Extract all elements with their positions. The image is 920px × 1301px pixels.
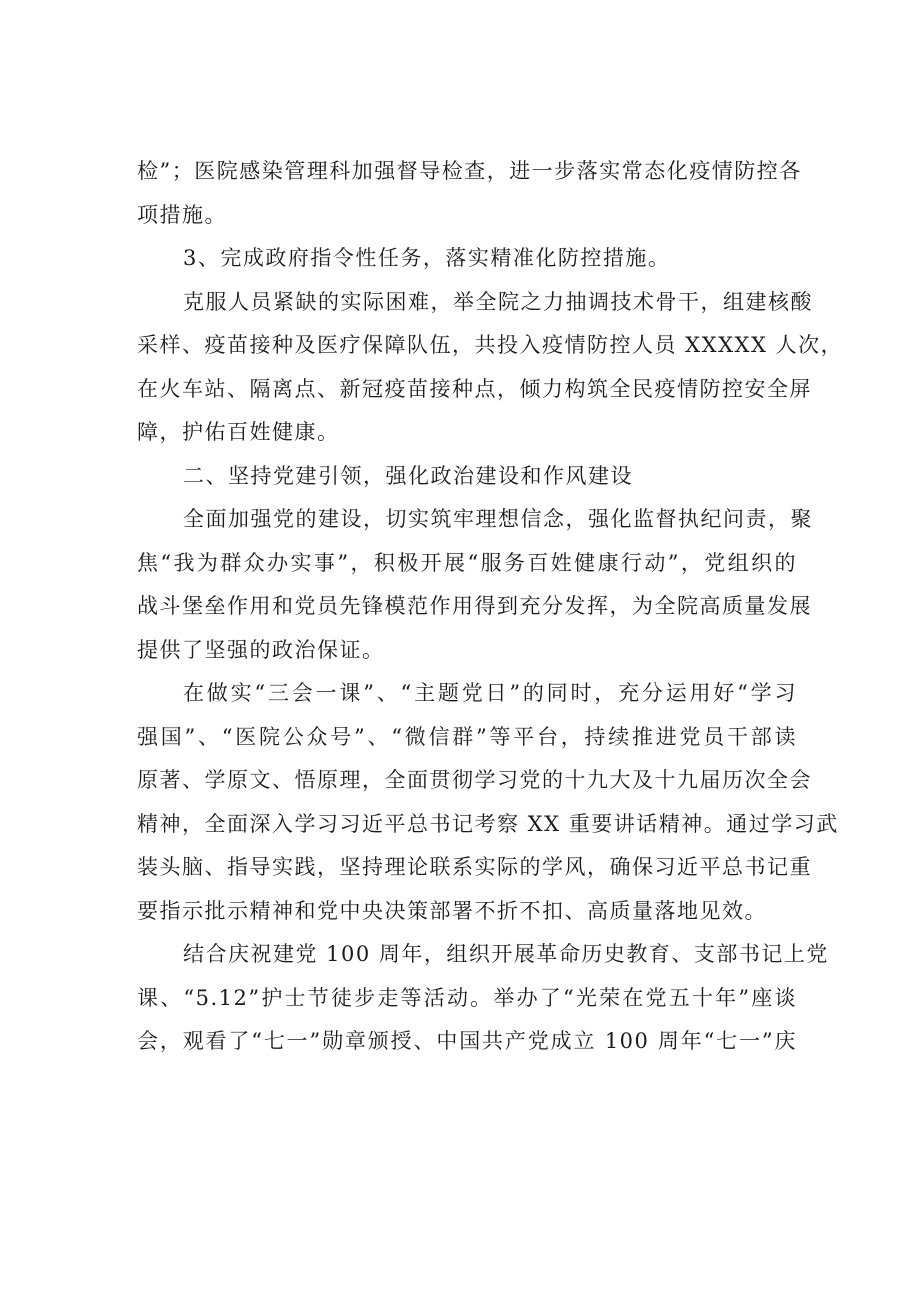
text-line: 装头脑、指导实践，坚持理论联系实际的学风，确保习近平总书记重 [137,855,812,879]
section-heading: 二、坚持党建引领，强化政治建设和作风建设 [183,463,633,488]
text-line: 课、“5.12”护士节徒步走等活动。举办了“光荣在党五十年”座谈 [137,985,797,1010]
text-line: 会，观看了“七一”勋章颁授、中国共产党成立 100 周年“七一”庆 [137,1029,797,1053]
text-line: 克服人员紧缺的实际困难，举全院之力抽调技术骨干，组建核酸 [183,289,813,314]
text-line: 采样、疫苗接种及医疗保障队伍，共投入疫情防控人员 XXXXX 人次， [137,333,844,357]
paragraph [137,237,797,281]
text-line: 战斗堡垒作用和党员先锋模范作用得到充分发挥，为全院高质量发展 [137,594,812,618]
text-line: 强国”、“医院公众号”、“微信群”等平台，持续推进党员干部读 [137,724,797,749]
text-line: 在做实“三会一课”、“主题党日”的同时，充分运用好“学习 [183,681,797,705]
text-line: 结合庆祝建党 100 周年，组织开展革命历史教育、支部书记上党 [183,942,829,966]
section-subheading: 3、完成政府指令性任务，落实精准化防控措施。 [183,246,671,270]
text-line: 原著、学原文、悟原理，全面贯彻学习党的十九大及十九届历次全会 [137,768,812,792]
text-line: 精神，全面深入学习习近平总书记考察 XX 重要讲话精神。通过学习武 [137,811,839,836]
document-body [137,150,844,1064]
paragraph [137,933,829,1064]
paragraph [137,455,797,499]
paragraph [137,672,839,933]
text-line: 要指示批示精神和党中央决策部署不折不扣、高质量落地见效。 [137,898,767,923]
paragraph [137,498,813,672]
text-line: 焦“我为群众办实事”，积极开展“服务百姓健康行动”，党组织的 [137,550,797,575]
text-line: 检”；医院感染管理科加强督导检查，进一步落实常态化疫情防控各 [137,159,802,183]
paragraph [137,281,844,455]
text-line: 项措施。 [137,202,227,227]
text-line: 全面加强党的建设，切实筑牢理想信念，强化监督执纪问责，聚 [183,507,813,531]
text-line: 提供了坚强的政治保证。 [137,637,385,662]
text-line: 障，护佑百姓健康。 [137,420,340,444]
paragraph [137,150,802,237]
text-line: 在火车站、隔离点、新冠疫苗接种点，倾力构筑全民疫情防控安全屏 [137,376,812,401]
